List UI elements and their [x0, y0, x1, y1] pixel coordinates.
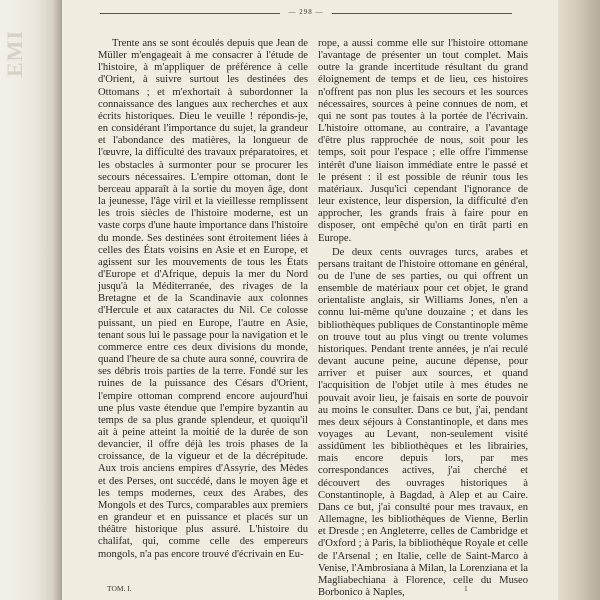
right-paragraph-1: rope, a aussi comme elle sur l'histoire ottomane l'avantage de présenter un tout complet. Mais outre la grande incertitude résultant du grand éloignement de temps et de lieu, ces histoires n'offrent pas non plus les secours et les sources nécessaires, sources à peine connues de nom, et qui ne sont pas toutes à la portée de l'écrivain. L'histoire ottomane, au contraire, a l'avantage d'être plus rapprochée de nous, soit pour les temps, soit pour l'espace ; elle offre l'immense intérêt d'une liaison immédiate entre le passé et le présent : il est possible de réunir tous les matériaux. Jusqu'ici cependant l'ignorance de leur existence, leur dispersion, la difficulté d'en approcher, les grands frais à faire pour en disposer, ont empêché qu'on en tirât parti en Europe. — [318, 38, 528, 244]
right-column — [318, 38, 528, 599]
left-paragraph-1: Trente ans se sont écoulés depuis que Jean de Müller m'engageait à me consacrer à l'étude de l'histoire, à m'appliquer de préférence à celle d'Orient, à suivre surtout les destinées des Ottomans ; et m'exhortait à subordonner la connaissance des langues aux recherches et aux écrits historiques. Dieu le veuille ! répondis-je, en considérant l'importance du sujet, la grandeur et l'abondance des matières, la longueur de l'œuvre, la difficulté des travaux préparatoires, et les obstacles à surmonter pour se procurer les secours nécessaires. L'empire ottoman, dont le berceau apparaît à la sortie du moyen âge, dont la jeunesse, l'âge viril et la vieillesse remplissent les trois siècles de l'histoire moderne, est un vaste corps d'une haute importance dans l'histoire du monde. Ses destinées sont étroitement liées à celles des États voisins en Asie et en Europe, et agissent sur les mouvements de tous les États d'Europe et d'Afrique, depuis la mer du Nord jusqu'à la Méditerranée, des rivages de la Bretagne et de la Scandinavie aux colonnes d'Hercule et aux cataractes du Nil. Ce colosse puissant, un pied en Europe, l'autre en Asie, tenant sous lui le passage pour la navigation et le commerce entre ces deux divisions du monde, quand l'heure de sa chute aura sonné, couvrira de ses débris trois parties de la terre. Fondé sur les ruines de la puissance des Césars d'Orient, l'empire ottoman comprend encore aujourd'hui une plus vaste étendue que l'empire byzantin au temps de sa plus grande splendeur, et quoiqu'il ait à peine atteint la moitié de la durée de son devancier, il offre déjà les trois phases de la croissance, de la vigueur et de la décrépitude. Aux trois anciens empires d'Assyrie, des Mèdes et des Perses, ont succédé, dans le moyen âge et les temps modernes, ceux des Arabes, des Mongols et des Turcs, comparables aux premiers en grandeur et en puissance et placés sur un théâtre historique plus assuré. L'histoire du chalifat, qui, comme celle des empereurs mongols, n'a pas encore trouvé d'écrivain en Eu- — [98, 38, 308, 560]
page-number: — 298 — — [288, 8, 324, 16]
header-rule-right — [332, 13, 512, 14]
left-column — [98, 38, 308, 561]
header-ornament — [62, 8, 558, 18]
gutter-bleed-text: EMI — [2, 30, 27, 77]
page-edge — [558, 0, 600, 600]
sheet-number: 1 — [464, 584, 468, 593]
book-gutter — [0, 0, 62, 600]
signature-mark: TOM. I. — [107, 584, 132, 593]
book-page — [62, 0, 558, 600]
right-paragraph-2: De deux cents ouvrages turcs, arabes et persans traitant de l'histoire ottomane en général, ou de l'une de ses parties, ou qui offrent un ensemble de matériaux pour cet objet, le grand orientaliste anglais, sir Williams Jones, n'en a connu lui-même qu'une douzaine ; et dans les bibliothèques publiques de Constantinople même on trouve tout au plus vingt ou trente volumes historiques. Pendant trente années, je n'ai reculé devant aucune peine, aucune dépense, pour arriver et puiser aux sources, et quand l'acquisition de l'objet utile à mes études ne pouvait avoir lieu, je faisais en sorte de pouvoir au moins le consulter. Dans ce but, j'ai, pendant mes deux séjours à Constantinople, et dans mes voyages au Levant, non-seulement visité assidûment les bibliothèques et les librairies, mais encore depuis lors, par mes correspondances actives, j'ai cherché et découvert des ouvrages historiques à Constantinople, à Bagdad, à Alep et au Caire. Dans ce but, j'ai consulté pour mes travaux, en Allemagne, les bibliothèques de Vienne, Berlin et Dresde ; en Angleterre, celles de Cambridge et d'Oxford ; à Paris, la bibliothèque Royale et celle de l'Arsenal ; en Italie, celle de Saint-Marco à Venise, l'Ambrosiana à Milan, la Lorenziana et la Magliabechiana à Florence, celle du Museo Borbonico à Naples, — [318, 246, 528, 599]
header-rule-left — [100, 13, 280, 14]
